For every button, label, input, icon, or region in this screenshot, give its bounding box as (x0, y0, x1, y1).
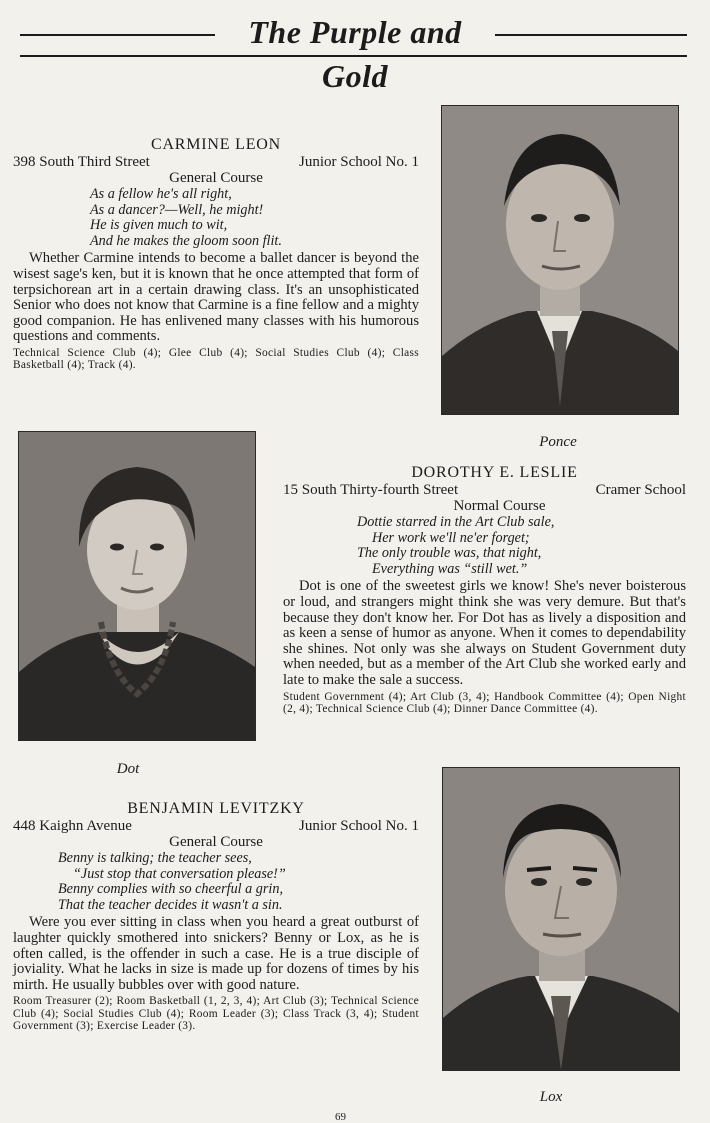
senior-entry-dorothy-leslie (283, 464, 686, 715)
senior-entry-benjamin-levitzky (13, 800, 419, 1032)
activities-list: Technical Science Club (4); Glee Club (4); Social Studies Club (4); Class Basketball (4); Track (4). (13, 346, 419, 372)
masthead-rule-bottom (20, 55, 687, 57)
portrait-photo-benjamin-levitzky (442, 767, 680, 1071)
street-address: 448 Kaighn Avenue (13, 818, 132, 834)
publication-title: The Purple and Gold (248, 14, 462, 94)
course-name: General Course (169, 170, 263, 186)
student-name: BENJAMIN LEVITZKY (127, 800, 305, 817)
address-line (13, 154, 419, 170)
previous-school: Cramer School (595, 482, 686, 498)
verse-line: That the teacher decides it wasn't a sin. (58, 896, 283, 913)
address-line (283, 482, 686, 498)
biography-paragraph: Dot is one of the sweetest girls we know! She's never boisterous or loud, and strangers might think she was very demure. But that's because they don't know her. For Dot has as lively a disposition and as keen a sense of humor as anyone. When it comes to dependability she shines. Not only was she always on Student Government duty when needed, but as a member of the Art Club she worked early and late to make the sale a success. (283, 578, 686, 688)
verse-line: “Just stop that conversation please!” (73, 865, 286, 882)
page-number: 69 (335, 1111, 346, 1123)
street-address: 398 South Third Street (13, 154, 150, 170)
student-name: DOROTHY E. LESLIE (411, 464, 578, 481)
verse-line: As a dancer?—Well, he might! (90, 201, 264, 218)
senior-entry-carmine-leon (13, 136, 419, 371)
activities-list: Student Government (4); Art Club (3, 4); Handbook Committee (4); Open Night (2, 4); Technical Science Club (4); Dinner Dance Committee (4). (283, 690, 686, 715)
verse-line: Her work we'll ne'er forget; (372, 529, 530, 546)
course-name: General Course (169, 834, 263, 850)
biography-paragraph: Were you ever sitting in class when you heard a great outburst of laughter quickly smothered into snickers? Benny or Lox, as he is often called, is the offender in such a case. He is a true disciple of joviality. What he lacks in size is made up for dozens of times by his mirth. He usually bubbles over with good nature. (13, 914, 419, 993)
street-address: 15 South Thirty-fourth Street (283, 482, 459, 498)
verse-line: The only trouble was, that night, (357, 545, 542, 562)
verse-line: Dottie starred in the Art Club sale, (357, 514, 555, 530)
verse-line: And he makes the gloom soon flit. (90, 232, 282, 249)
verse-line: Benny complies with so cheerful a grin, (58, 881, 283, 898)
verse-line: As a fellow he's all right, (90, 186, 232, 202)
nickname-caption: Dot (116, 761, 140, 777)
course-name: Normal Course (453, 498, 546, 514)
verse (58, 851, 419, 913)
student-name: CARMINE LEON (150, 136, 282, 153)
previous-school: Junior School No. 1 (299, 154, 419, 170)
masthead (0, 10, 710, 94)
masthead-rule-right (495, 34, 687, 36)
previous-school: Junior School No. 1 (299, 818, 419, 834)
nickname-caption: Lox (539, 1089, 563, 1105)
activities-list: Room Treasurer (2); Room Basketball (1, 2, 3, 4); Art Club (3); Technical Science Club (4); Social Studies Club (4); Room Leader (3); Class Track (3, 4); Student Government (3); Exercise Leader (3). (13, 995, 419, 1032)
verse-line: Benny is talking; the teacher sees, (58, 850, 252, 866)
portrait-photo-carmine-leon (441, 105, 679, 415)
nickname-caption: Ponce (539, 434, 577, 450)
verse-line: Everything was “still wet.” (372, 560, 528, 577)
masthead-rule-left (20, 34, 215, 36)
verse-line: He is given much to wit, (90, 217, 228, 234)
address-line (13, 818, 419, 834)
biography-paragraph: Whether Carmine intends to become a ballet dancer is beyond the wisest sage's ken, but it is known that he once attempted that form of terpsichorean art in a certain drawing class. It's an unsophisticated Senior who does not know that Carmine is a fine fellow and a mighty good companion. He has enlivened many classes with his humorous questions and comments. (13, 250, 419, 345)
verse (90, 187, 419, 249)
portrait-photo-dorothy-leslie (18, 431, 256, 741)
verse (357, 515, 686, 577)
